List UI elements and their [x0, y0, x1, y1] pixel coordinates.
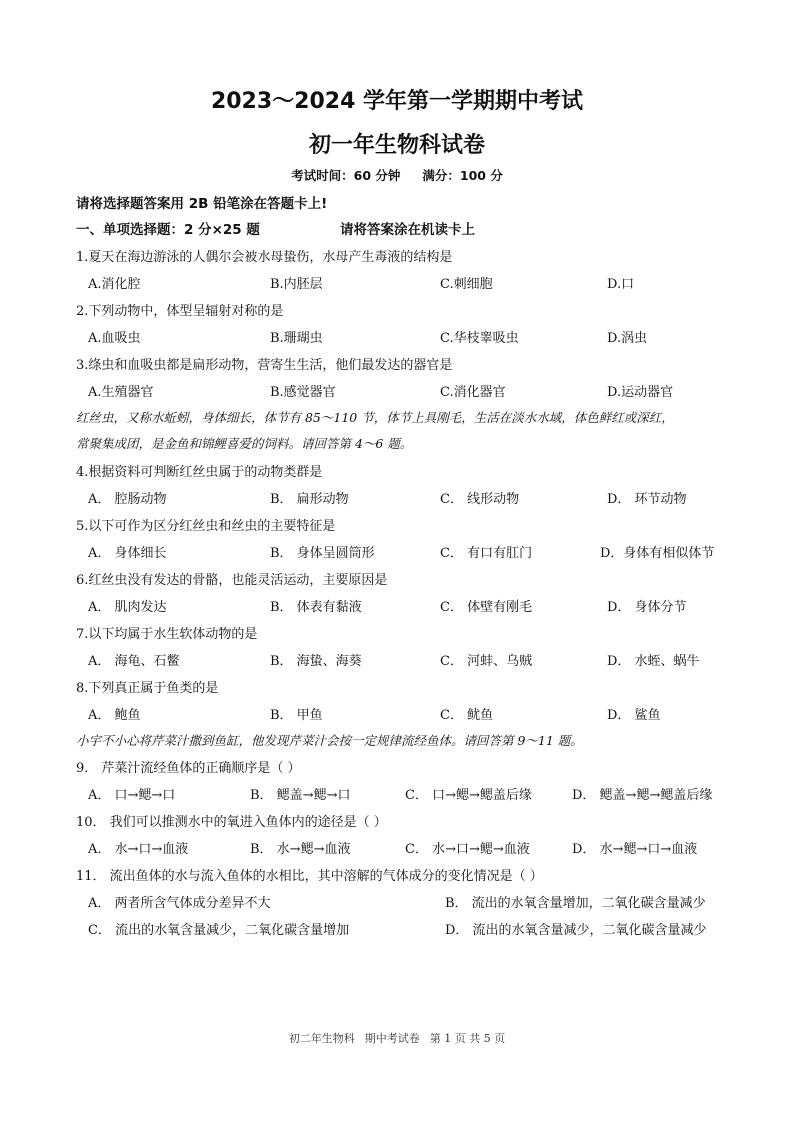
question-7-option-c: C． 河蚌、乌贼 [440, 654, 533, 669]
question-2-option-a: A.血吸虫 [88, 331, 141, 346]
question-11-option-c: C． 流出的水氧含量减少，二氧化碳含量增加 [88, 923, 350, 938]
question-9-option-b: B． 鳃盖→鳃→口 [250, 788, 351, 803]
question-1-option-c: C.刺细胞 [440, 277, 493, 292]
footer-course: 初二年生物科 [288, 1032, 355, 1045]
question-4-option-c: C． 线形动物 [440, 492, 520, 507]
question-3-option-a: A.生殖器官 [88, 385, 154, 400]
question-4-option-d: D． 环节动物 [607, 492, 687, 507]
footer-page-number: 第 1 页 共 5 页 [429, 1032, 506, 1045]
question-2-option-b: B.珊瑚虫 [270, 331, 323, 346]
question-2-stem: 2.下列动物中，体型呈辐射对称的是 [76, 304, 284, 319]
question-9-option-a: A． 口→鳃→口 [88, 788, 176, 803]
footer-exam: 期中考试卷 [364, 1032, 420, 1045]
question-1-option-b: B.内胚层 [270, 277, 323, 292]
question-8-option-d: D． 鲨鱼 [607, 708, 661, 723]
question-10-option-c: C． 水→口→鳃→血液 [405, 842, 530, 857]
question-5-stem: 5.以下可作为区分红丝虫和丝虫的主要特征是 [76, 519, 336, 534]
exam-time: 考试时间：60 分钟 [291, 168, 401, 183]
question-2-option-c: C.华枝睾吸虫 [440, 331, 519, 346]
passage-2: 小宇不小心将芹菜汁撒到鱼缸，他发现芹菜汁会按一定规律流经鱼体。请回答第 9～11 题。 [76, 733, 583, 748]
question-11-option-a: A． 两者所含气体成分差异不大 [88, 896, 271, 911]
question-8-option-b: B． 甲鱼 [270, 708, 323, 723]
page-footer [0, 1030, 794, 1046]
exam-subtitle: 初一年生物科试卷 [308, 133, 485, 158]
question-9-option-d: D． 鳃盖→鳃→鳃盖后缘 [572, 788, 713, 803]
passage-1-line-1: 红丝虫，又称水蚯蚓，身体细长，体节有 85～110 节，体节上具刚毛，生活在淡水水域，体色鲜红或深红， [76, 410, 674, 425]
question-8-option-c: C． 鱿鱼 [440, 708, 494, 723]
passage-1-line-2: 常聚集成团，是金鱼和锦鲤喜爱的饲料。请回答第 4～6 题。 [76, 436, 413, 451]
question-3-option-b: B.感觉器官 [270, 385, 336, 400]
answer-instruction: 请将选择题答案用 2B 铅笔涂在答题卡上! [76, 196, 328, 212]
question-10-option-a: A． 水→口→血液 [88, 842, 189, 857]
question-7-stem: 7.以下均属于水生软体动物的是 [76, 627, 258, 642]
question-10-stem: 10． 我们可以推测水中的氧进入鱼体内的途径是（ ） [76, 815, 387, 830]
full-score: 满分：100 分 [422, 168, 503, 183]
question-8-stem: 8.下列真正属于鱼类的是 [76, 681, 219, 696]
question-1-option-d: D.口 [607, 277, 635, 292]
question-6-option-c: C． 体壁有刚毛 [440, 600, 533, 615]
question-6-stem: 6.红丝虫没有发达的骨骼，也能灵活运动，主要原因是 [76, 573, 388, 588]
question-2-option-d: D.涡虫 [607, 331, 648, 346]
question-4-option-a: A． 腔肠动物 [88, 492, 167, 507]
question-3-stem: 3.绦虫和血吸虫都是扁形动物，营寄生生活，他们最发达的器官是 [76, 358, 453, 373]
question-6-option-d: D． 身体分节 [607, 600, 687, 615]
question-1-option-a: A.消化腔 [88, 277, 141, 292]
question-4-option-b: B． 扁形动物 [270, 492, 349, 507]
question-10-option-d: D． 水→鳃→口→血液 [572, 842, 698, 857]
question-3-option-d: D.运动器官 [607, 385, 674, 400]
question-8-option-a: A． 鲍鱼 [88, 708, 141, 723]
section-heading: 一、单项选择题：2 分×25 题 [76, 222, 260, 238]
question-7-option-d: D． 水蛭、蜗牛 [607, 654, 700, 669]
section-note: 请将答案涂在机读卡上 [340, 222, 475, 238]
question-11-option-d: D． 流出的水氧含量减少，二氧化碳含量减少 [445, 923, 707, 938]
question-11-stem: 11． 流出鱼体的水与流入鱼体的水相比，其中溶解的气体成分的变化情况是（ ） [76, 869, 543, 884]
exam-title: 2023～2024 学年第一学期期中考试 [210, 89, 584, 114]
question-11-option-b: B． 流出的水氧含量增加，二氧化碳含量减少 [445, 896, 706, 911]
question-6-option-b: B． 体表有黏液 [270, 600, 362, 615]
exam-meta [0, 166, 794, 184]
question-1-stem: 1.夏天在海边游泳的人偶尔会被水母蛰伤，水母产生毒液的结构是 [76, 250, 453, 265]
question-5-option-b: B． 身体呈圆筒形 [270, 546, 375, 561]
question-3-option-c: C.消化器官 [440, 385, 506, 400]
question-6-option-a: A． 肌肉发达 [88, 600, 167, 615]
question-7-option-b: B． 海蛰、海葵 [270, 654, 362, 669]
question-5-option-c: C． 有口有肛门 [440, 546, 533, 561]
question-9-option-c: C． 口→鳃→鳃盖后缘 [405, 788, 532, 803]
question-7-option-a: A． 海龟、石鳖 [88, 654, 180, 669]
question-9-stem: 9． 芹菜汁流经鱼体的正确顺序是（ ） [76, 761, 301, 776]
question-5-option-a: A． 身体细长 [88, 546, 167, 561]
question-10-option-b: B． 水→鳃→血液 [250, 842, 351, 857]
question-5-option-d: D．身体有相似体节 [600, 546, 715, 561]
question-4-stem: 4.根据资料可判断红丝虫属于的动物类群是 [76, 465, 323, 480]
